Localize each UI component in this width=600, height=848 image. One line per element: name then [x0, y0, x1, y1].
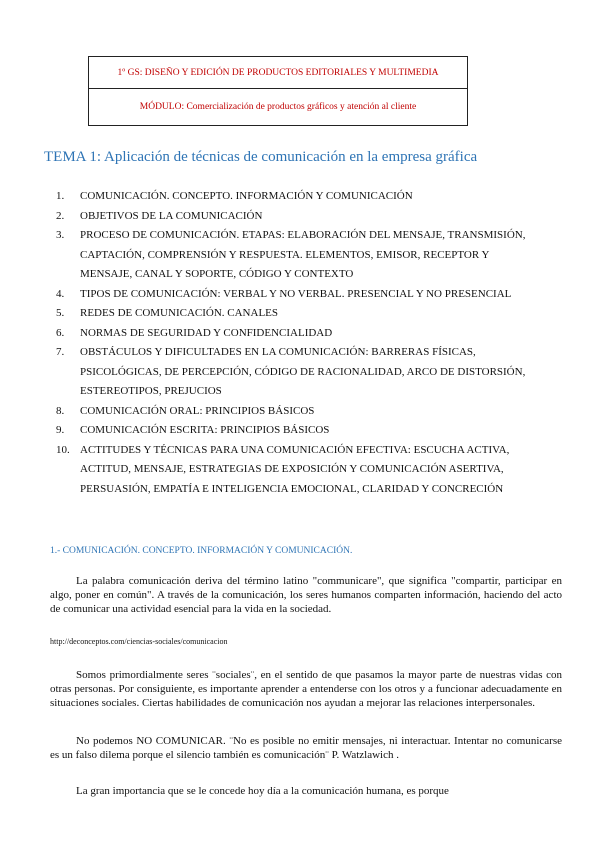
toc-item-number: 3. — [56, 229, 65, 241]
toc-item-text — [80, 324, 556, 344]
module-title: MÓDULO: Comercialización de productos gráficos y atención al cliente — [139, 102, 417, 112]
body-paragraph-4: La gran importancia que se le concede hoy día a la comunicación humana, es porque — [76, 785, 449, 797]
section-heading: 1.- COMUNICACIÓN. CONCEPTO. INFORMACIÓN Y COMUNICACIÓN. — [50, 546, 353, 556]
toc-item-number: 10. — [56, 443, 70, 456]
toc-item-line: OBSTÁCULOS Y DIFICULTADES EN LA COMUNICACIÓN: BARRERAS FÍSICAS, — [80, 346, 476, 358]
toc-item-line: PERSUASIÓN, EMPATÍA E INTELIGENCIA EMOCIONAL, CLARIDAD Y CONCRECIÓN — [80, 482, 504, 495]
toc-item-number: 7. — [56, 346, 65, 358]
toc-item-text — [80, 441, 556, 500]
toc-item-number: 9. — [56, 424, 65, 436]
toc-item-line: PROCESO DE COMUNICACIÓN. ETAPAS: ELABORACIÓN DEL MENSAJE, TRANSMISIÓN, — [80, 229, 526, 241]
table-of-contents — [56, 187, 556, 499]
toc-item-line: ESTEREOTIPOS, PREJUCIOS — [80, 385, 222, 397]
toc-item — [56, 207, 556, 227]
page-title: TEMA 1: Aplicación de técnicas de comunicación en la empresa gráfica — [44, 149, 478, 165]
toc-item — [56, 285, 556, 305]
toc-item — [56, 187, 556, 207]
toc-item — [56, 421, 556, 441]
toc-item-line: NORMAS DE SEGURIDAD Y CONFIDENCIALIDAD — [80, 326, 333, 339]
course-header-box — [88, 56, 468, 126]
toc-item-text — [80, 226, 556, 285]
toc-item — [56, 226, 556, 285]
toc-item-line: REDES DE COMUNICACIÓN. CANALES — [80, 307, 279, 319]
toc-item-line: COMUNICACIÓN ORAL: PRINCIPIOS BÁSICOS — [80, 404, 315, 417]
toc-item-line: MENSAJE, CANAL Y SOPORTE, CÓDIGO Y CONTEXTO — [80, 268, 354, 280]
toc-item-line: CAPTACIÓN, COMPRENSIÓN Y RESPUESTA. ELEMENTOS, EMISOR, RECEPTOR Y — [80, 248, 490, 261]
toc-item — [56, 402, 556, 422]
toc-item-line: ACTITUDES Y TÉCNICAS PARA UNA COMUNICACIÓN EFECTIVA: ESCUCHA ACTIVA, — [80, 443, 510, 456]
body-paragraph-1: La palabra comunicación deriva del término latino "communicare", que significa "compartir, participar en algo, poner en común". A través de la comunicación, los seres humanos comparten información, haciendo del acto de comunicar una actividad esencial para la vida en la sociedad. — [50, 575, 562, 615]
source-link[interactable]: http://deconceptos.com/ciencias-sociales/comunicacion — [50, 637, 228, 646]
toc-item-text — [80, 285, 556, 305]
toc-item — [56, 324, 556, 344]
toc-item-line: COMUNICACIÓN. CONCEPTO. INFORMACIÓN Y COMUNICACIÓN — [80, 190, 413, 202]
toc-item-number: 4. — [56, 287, 65, 300]
toc-item — [56, 441, 556, 500]
toc-item-number: 5. — [56, 307, 65, 319]
toc-item-line: TIPOS DE COMUNICACIÓN: VERBAL Y NO VERBAL. PRESENCIAL Y NO PRESENCIAL — [80, 287, 512, 300]
toc-item-text — [80, 207, 556, 227]
toc-item-number: 1. — [56, 190, 65, 202]
toc-item-text — [80, 343, 556, 402]
toc-item-text — [80, 402, 556, 422]
toc-item-line: OBJETIVOS DE LA COMUNICACIÓN — [80, 209, 263, 222]
body-paragraph-2: Somos primordialmente seres ¨sociales¨, en el sentido de que pasamos la mayor parte de nuestras vidas con otras personas. Por consiguiente, es importante aprender a entenderse con los otros y a funcionar adecuadamente en situaciones sociales. Ciertas habilidades de comunicación nos ayudan a mejorar las relaciones interpersonales. — [50, 669, 562, 709]
course-title: 1º GS: DISEÑO Y EDICIÓN DE PRODUCTOS EDITORIALES Y MULTIMEDIA — [89, 57, 467, 89]
toc-item-line: ACTITUD, MENSAJE, ESTRATEGIAS DE EXPOSICIÓN Y COMUNICACIÓN ASERTIVA, — [80, 463, 504, 475]
toc-item-text — [80, 187, 556, 207]
toc-item-number: 2. — [56, 209, 65, 222]
toc-item-line: PSICOLÓGICAS, DE PERCEPCIÓN, CÓDIGO DE RACIONALIDAD, ARCO DE DISTORSIÓN, — [80, 365, 526, 378]
toc-item-text — [80, 421, 556, 441]
toc-item — [56, 343, 556, 402]
toc-item-number: 8. — [56, 404, 65, 417]
body-paragraph-3: No podemos NO COMUNICAR. ¨No es posible no emitir mensajes, ni interactuar. Intentar no comunicarse es un falso dilema porque el silencio también es comunicación¨ P. Watzlawich . — [50, 735, 562, 761]
toc-item-line: COMUNICACIÓN ESCRITA: PRINCIPIOS BÁSICOS — [80, 424, 330, 436]
toc-item-number: 6. — [56, 326, 65, 339]
toc-item-text — [80, 304, 556, 324]
toc-item — [56, 304, 556, 324]
